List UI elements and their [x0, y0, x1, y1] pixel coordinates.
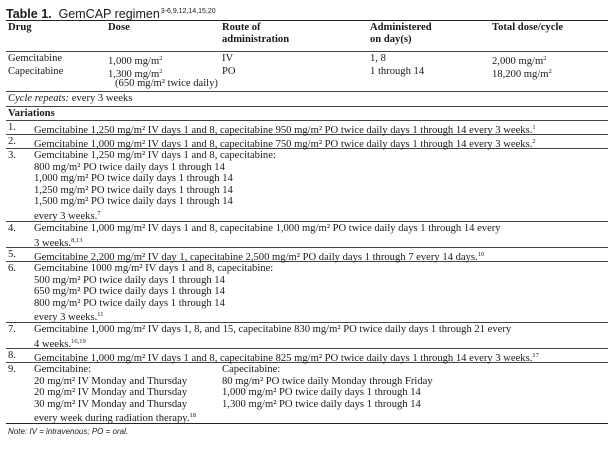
variation-4 — [6, 222, 608, 247]
variation-5 — [6, 248, 608, 261]
cycle-label: Cycle repeats: — [8, 93, 70, 104]
header-drug: Drug — [8, 22, 32, 33]
table-note — [6, 424, 608, 436]
variation-line: Gemcitabine 1,000 mg/m² IV days 1 and 8, capecitabine 825 mg/m² PO twice daily days 1 through 14 every 3 weeks. — [34, 353, 533, 364]
variation-line: 1,000 mg/m² PO twice daily days 1 through 14 — [34, 173, 233, 184]
variation-ref: 8,13 — [71, 236, 83, 244]
drug-total — [492, 66, 552, 81]
variation-line: Capecitabine: — [222, 364, 281, 375]
variation-1 — [6, 121, 608, 134]
header-days-line2: on day(s) — [370, 33, 412, 45]
header-total: Total dose/cycle — [492, 22, 564, 33]
drug-row-gemcitabine — [6, 52, 608, 65]
variation-body — [34, 150, 608, 222]
variation-9-gemcitabine — [34, 364, 196, 425]
variation-line: 20 mg/m² IV Monday and Thursday — [34, 387, 188, 398]
variation-ref: 7 — [97, 209, 101, 217]
cycle-value: every 3 weeks — [69, 93, 133, 104]
variation-line: every 3 weeks. — [34, 210, 98, 222]
variation-number: 1. — [8, 122, 16, 133]
variation-body — [34, 324, 608, 350]
table-title — [6, 3, 608, 20]
table-header — [6, 21, 608, 51]
header-route-line1: Route of — [222, 22, 261, 33]
variation-body — [34, 223, 608, 249]
document-table — [6, 3, 608, 436]
variation-ref: 10 — [477, 251, 485, 258]
drug-route: PO — [222, 66, 236, 77]
variation-line: 4 weeks. — [34, 338, 72, 350]
variation-2 — [6, 135, 608, 148]
variation-ref: 18 — [189, 412, 197, 419]
variation-line: Gemcitabine 1,250 mg/m² IV days 1 and 8, capecitabine: — [34, 150, 276, 161]
drug-row-capecitabine — [6, 65, 608, 91]
variation-line: 650 mg/m² PO twice daily days 1 through 14 — [34, 286, 225, 297]
variation-6 — [6, 262, 608, 322]
drug-dose-extra: (650 mg/m² twice daily) — [115, 77, 218, 89]
note-label: Note: — [8, 427, 28, 436]
drug-name: Gemcitabine — [8, 53, 63, 64]
variation-line: 800 mg/m² PO twice daily days 1 through 14 — [34, 297, 225, 309]
variation-line: 1,300 mg/m² PO twice daily days 1 through 14 — [222, 398, 421, 410]
cycle-repeats — [6, 92, 608, 106]
variation-line: Gemcitabine 1,000 mg/m² IV days 1 and 8, capecitabine 750 mg/m² PO twice daily days 1 through 14 every 3 weeks. — [34, 139, 533, 150]
drug-dose-value: 1,300 mg/m — [108, 69, 160, 80]
drug-total-sup: 2 — [543, 55, 547, 62]
variation-number: 2. — [8, 136, 16, 147]
variation-7 — [6, 323, 608, 348]
variation-number: 6. — [8, 263, 16, 274]
variation-ref: 16,19 — [71, 337, 86, 345]
variation-8 — [6, 349, 608, 362]
variation-line: 30 mg/m² IV Monday and Thursday — [34, 398, 188, 410]
variation-line: 1,250 mg/m² PO twice daily days 1 through 14 — [34, 184, 233, 196]
drug-dose-value: 1,000 mg/m — [108, 56, 160, 67]
variation-ref: 2 — [532, 138, 536, 145]
drug-total-value: 18,200 mg/m — [492, 69, 549, 80]
header-dose: Dose — [108, 22, 130, 33]
drug-total-value: 2,000 mg/m — [492, 56, 544, 67]
variation-ref: 17 — [532, 352, 539, 359]
variation-number: 3. — [8, 150, 16, 161]
header-days-line1: Administered — [370, 22, 432, 33]
drug-dose-sup: 2 — [159, 68, 163, 75]
table-title-refs: 3-6,9,12,14,15,20 — [160, 8, 216, 15]
variation-line: 500 mg/m² PO twice daily days 1 through 14 — [34, 274, 225, 286]
drug-days: 1 through 14 — [370, 66, 425, 77]
header-route-line2: administration — [222, 33, 290, 45]
header-route — [222, 22, 289, 45]
variations-heading: Variations — [8, 108, 55, 119]
variation-ref: 1 — [532, 124, 536, 131]
variation-9-capecitabine — [222, 364, 433, 410]
variation-number: 8. — [8, 350, 16, 361]
variation-line: 1,500 mg/m² PO twice daily days 1 through 14 — [34, 196, 233, 207]
variation-3 — [6, 149, 608, 221]
table-title-label: Table 1. — [6, 7, 52, 21]
drug-dose-sup: 2 — [159, 55, 163, 62]
variation-line: 1,000 mg/m² PO twice daily days 1 through 14 — [222, 387, 421, 398]
variation-number: 4. — [8, 223, 16, 234]
drug-total-sup: 2 — [548, 68, 552, 75]
variation-ref: 11 — [97, 311, 104, 318]
variation-line: every 3 weeks. — [34, 312, 98, 323]
drug-name: Capecitabine — [8, 66, 64, 77]
header-days — [370, 22, 432, 45]
variation-line: Gemcitabine 1,000 mg/m² IV days 1 and 8, capecitabine 1,000 mg/m² PO twice daily days 1 through 14 every — [34, 223, 501, 234]
variation-line: Gemcitabine: — [34, 364, 92, 375]
variation-line: every week during radiation therapy. — [34, 413, 190, 424]
variation-9 — [6, 363, 608, 423]
variation-line: 800 mg/m² PO twice daily days 1 through 14 — [34, 161, 225, 173]
variation-line: 80 mg/m² PO twice daily Monday through Friday — [222, 375, 433, 387]
variation-line: Gemcitabine 1000 mg/m² IV days 1 and 8, capecitabine: — [34, 263, 274, 274]
variation-number: 5. — [8, 249, 16, 260]
drug-route: IV — [222, 53, 234, 64]
variation-line: Gemcitabine 1,250 mg/m² IV days 1 and 8, capecitabine 950 mg/m² PO twice daily days 1 through 14 every 3 weeks. — [34, 125, 533, 136]
variation-body — [34, 263, 608, 324]
variation-line: Gemcitabine 2,200 mg/m² IV day 1, capecitabine 2,500 mg/m² PO daily days 1 through 7 every 14 days. — [34, 252, 478, 263]
drug-days: 1, 8 — [370, 53, 386, 64]
table-title-name: GemCAP regimen — [58, 7, 160, 21]
variation-number: 9. — [8, 364, 16, 375]
variation-line: 3 weeks. — [34, 237, 72, 249]
variation-number: 7. — [8, 324, 16, 335]
variation-line: 20 mg/m² IV Monday and Thursday — [34, 375, 188, 387]
note-text: IV = intravenous; PO = oral. — [27, 427, 129, 436]
variation-line: Gemcitabine 1,000 mg/m² IV days 1, 8, and 15, capecitabine 830 mg/m² PO twice daily days 1 through 21 every — [34, 324, 512, 335]
